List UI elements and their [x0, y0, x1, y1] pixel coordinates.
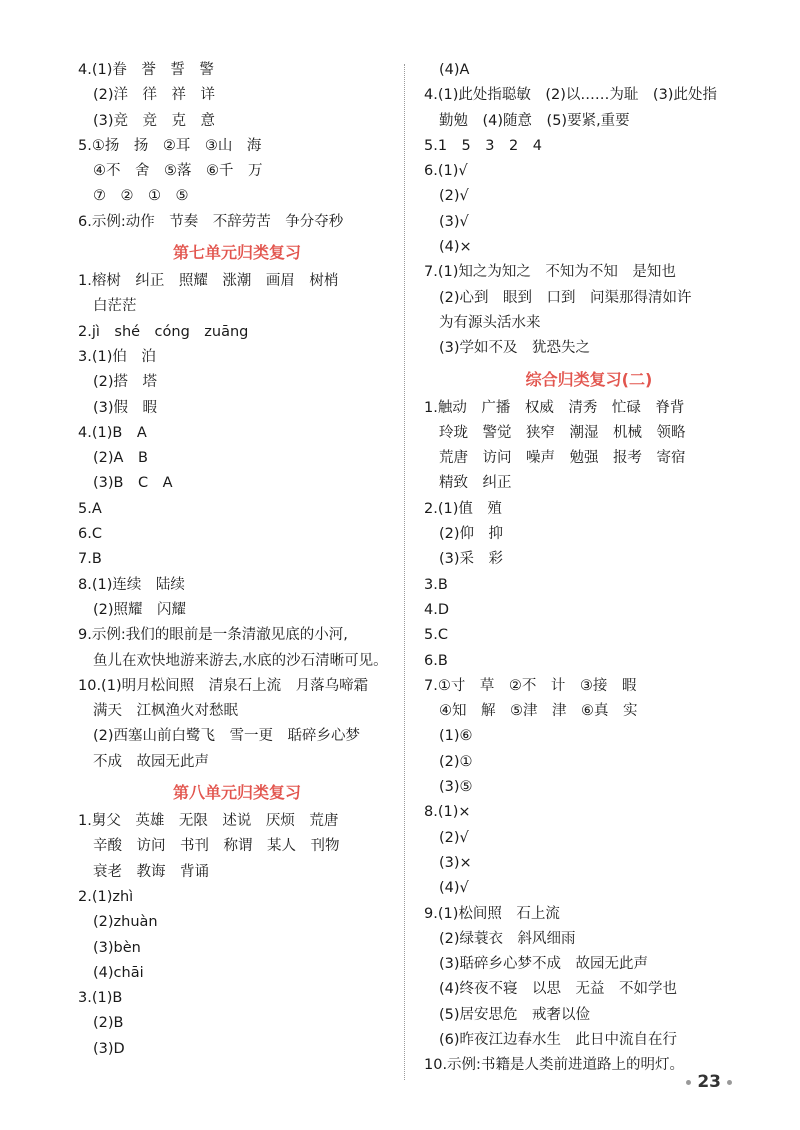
answer-line: 8.(1)连续 陆续 [78, 576, 185, 593]
answer-line: 勤勉 (4)随意 (5)要紧,重要 [439, 112, 630, 129]
answer-line: (3)采 彩 [439, 551, 504, 568]
answer-line: (4)A [439, 62, 470, 78]
answer-line: (2)搭 塔 [93, 374, 158, 391]
answer-line: 为有源头活水来 [439, 314, 541, 331]
answer-line: 7.(1)知之为知之 不知为不知 是知也 [424, 264, 676, 281]
answer-line: (2)心到 眼到 口到 问渠那得清如许 [439, 289, 692, 306]
left-block-3 [78, 809, 396, 1062]
answer-line: (5)居安思危 戒奢以俭 [439, 1006, 591, 1023]
answer-line: 9.(1)松间照 石上流 [424, 905, 560, 922]
answer-line: 3.(1)伯 泊 [78, 348, 156, 365]
answer-line: 2.jì shé cóng zuāng [78, 323, 249, 340]
answer-line: (4)√ [439, 880, 469, 897]
answer-line: 1.舅父 英雄 无限 述说 厌烦 荒唐 [78, 813, 339, 830]
answer-line: 白茫茫 [93, 298, 137, 315]
answer-line: 不成 故园无此声 [93, 753, 209, 770]
section-heading-unit8: 第八单元归类复习 [172, 783, 301, 803]
column-divider [404, 64, 405, 1080]
answer-line: 衰老 教诲 背诵 [93, 863, 209, 880]
answer-line: (6)昨夜江边春水生 此日中流自在行 [439, 1031, 678, 1048]
answer-line: (2)√ [439, 188, 469, 205]
answer-line: 满天 江枫渔火对愁眠 [93, 703, 238, 720]
page-number-text: 23 [697, 1072, 721, 1092]
answer-line: (4)× [439, 239, 472, 256]
answer-line: 1.榕树 纠正 照耀 涨潮 画眉 树梢 [78, 273, 339, 290]
right-block-2 [424, 396, 754, 1079]
answer-line: 8.(1)× [424, 804, 471, 821]
answer-line: 7.B [78, 551, 102, 568]
answer-line: (2)A B [93, 450, 148, 467]
answer-line: (2)√ [439, 829, 469, 846]
answer-line: 5.A [78, 500, 102, 517]
answer-line: (4)chāi [93, 964, 144, 981]
answer-line: (2)绿蓑衣 斜风细雨 [439, 930, 576, 947]
answer-line: 5.1 5 3 2 4 [424, 137, 542, 154]
answer-line: 10.示例:书籍是人类前进道路上的明灯。 [424, 1057, 684, 1074]
answer-line: (3)bèn [93, 939, 141, 956]
left-block-2 [78, 269, 396, 775]
dot-icon [686, 1080, 691, 1085]
answer-line: 3.(1)B [78, 990, 123, 1007]
answer-line: 精致 纠正 [439, 475, 512, 492]
answer-line: 4.(1)此处指聪敏 (2)以……为耻 (3)此处指 [424, 87, 717, 104]
answer-line: 2.(1)值 殖 [424, 500, 502, 517]
page-number [680, 1072, 738, 1092]
answer-line: 10.(1)明月松间照 清泉石上流 月落乌啼霜 [78, 677, 369, 694]
answer-line: 4.D [424, 601, 449, 618]
answer-line: 玲珑 警觉 狭窄 潮湿 机械 领略 [439, 424, 686, 441]
answer-line: (2)B [93, 1015, 124, 1032]
answer-line: 2.(1)zhì [78, 888, 134, 905]
answer-line: (2)zhuàn [93, 914, 158, 931]
answer-line: 鱼儿在欢快地游来游去,水底的沙石清晰可见。 [93, 652, 388, 669]
answer-line: (2)洋 徉 祥 详 [93, 87, 216, 104]
answer-line: 6.B [424, 652, 448, 669]
answer-line: 荒唐 访问 噪声 勉强 报考 寄宿 [439, 450, 686, 467]
answer-line: 1.触动 广播 权威 清秀 忙碌 脊背 [424, 399, 685, 416]
answer-line: (3)√ [439, 213, 469, 230]
dot-icon [727, 1080, 732, 1085]
section-heading-unit7: 第七单元归类复习 [172, 243, 301, 263]
answer-line: (1)⑥ [439, 728, 473, 745]
answer-line: 7.①寸 草 ②不 计 ③接 暇 [424, 677, 637, 694]
answer-line: (3)D [93, 1040, 125, 1057]
answer-line: (2)仰 抑 [439, 526, 504, 543]
answer-line: 6.C [78, 526, 102, 543]
answer-line: ④知 解 ⑤津 津 ⑥真 实 [439, 703, 638, 720]
answer-line: 5.C [424, 627, 448, 644]
answer-line: (2)照耀 闪耀 [93, 601, 187, 618]
answer-line: 4.(1)B A [78, 424, 147, 441]
answer-line: (2)① [439, 753, 473, 770]
answer-line: (3)B C A [93, 475, 173, 492]
answer-line: 辛酸 访问 书刊 称谓 某人 刊物 [93, 838, 340, 855]
answer-line: 6.(1)√ [424, 163, 468, 180]
answer-line: (3)学如不及 犹恐失之 [439, 340, 591, 357]
answer-line: 6.示例:动作 节奏 不辞劳苦 争分夺秒 [78, 213, 344, 230]
section-heading-comprehensive-2: 综合归类复习(二) [525, 369, 653, 389]
answer-line: (3)⑤ [439, 779, 473, 796]
answer-line: 3.B [424, 576, 448, 593]
right-column [424, 58, 754, 1079]
answer-line: ⑦ ② ① ⑤ [93, 188, 189, 205]
answer-line: 5.①扬 扬 ②耳 ③山 海 [78, 137, 262, 154]
answer-line: (3)聒碎乡心梦不成 故园无此声 [439, 956, 649, 973]
right-block-1 [424, 58, 754, 362]
answer-line: (4)终夜不寝 以思 无益 不如学也 [439, 981, 678, 998]
answer-line: (3)假 暇 [93, 399, 158, 416]
answer-line: (3)竞 竞 克 意 [93, 112, 216, 129]
left-column [78, 58, 396, 1062]
answer-line: ④不 舍 ⑤落 ⑥千 万 [93, 163, 263, 180]
answer-line: (3)× [439, 854, 472, 871]
left-block-1 [78, 58, 396, 235]
answer-line: 9.示例:我们的眼前是一条清澈见底的小河, [78, 627, 348, 644]
answer-line: 4.(1)眷 誉 誓 警 [78, 62, 214, 78]
answer-line: (2)西塞山前白鹭飞 雪一更 聒碎乡心梦 [93, 728, 361, 745]
